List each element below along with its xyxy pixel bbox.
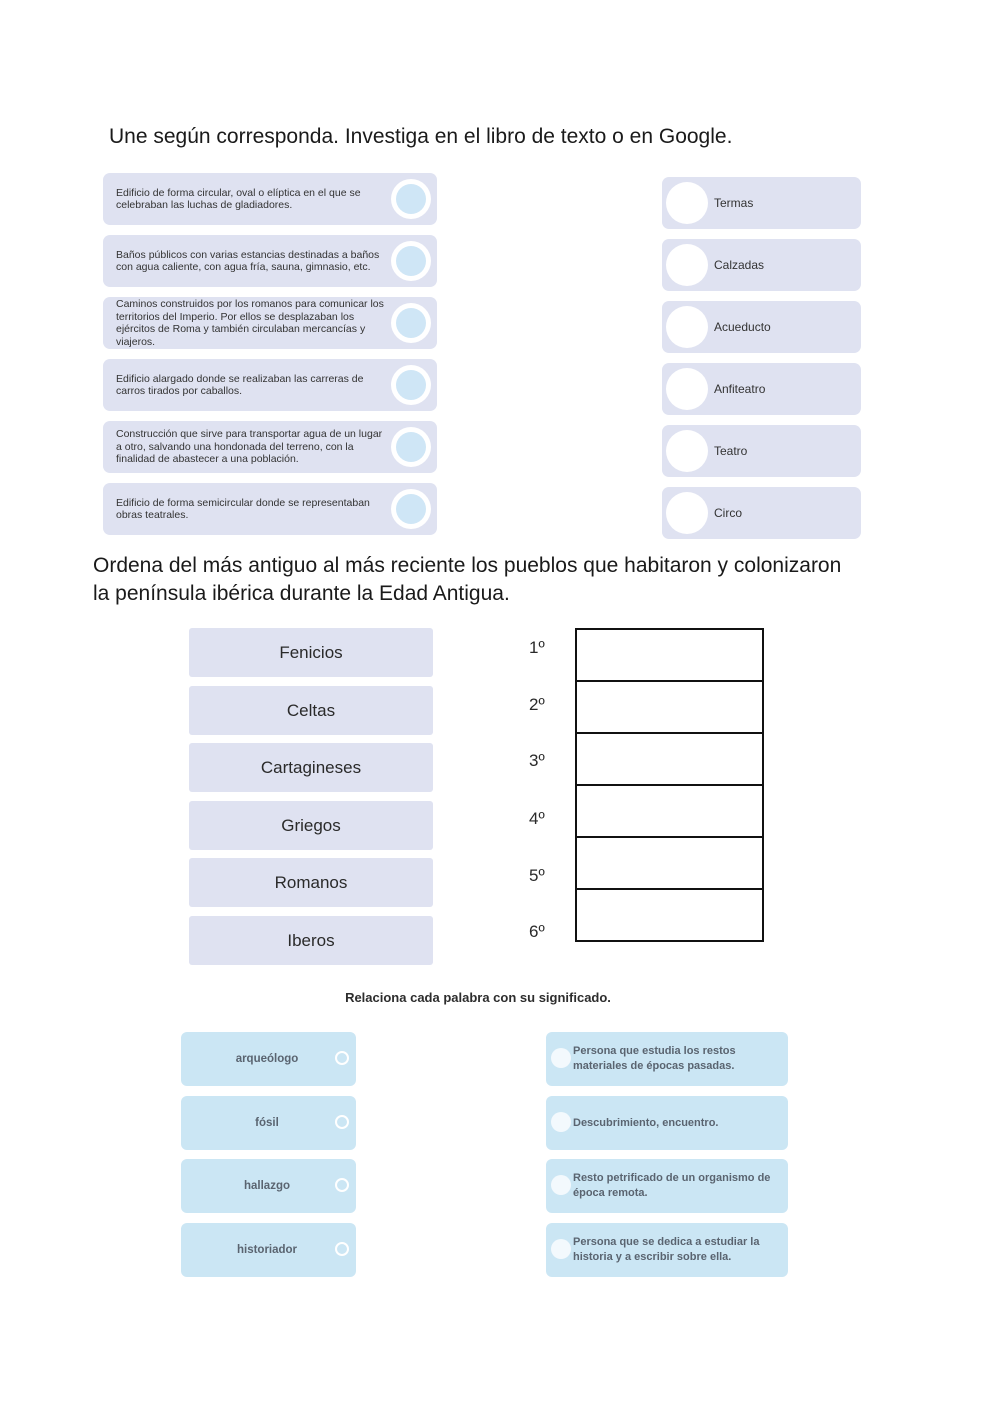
match-connector-icon[interactable] xyxy=(335,1178,349,1192)
match-connector-icon[interactable] xyxy=(666,368,708,410)
term-card[interactable] xyxy=(662,487,861,539)
people-card[interactable]: Romanos xyxy=(189,858,433,907)
people-card[interactable]: Celtas xyxy=(189,686,433,735)
definition-text: Caminos construidos por los romanos para comunicar los territorios del Imperio. Por ellos se desplazaban los ejércitos de Roma y también circulaban mercancías y viajeros. xyxy=(116,298,384,348)
answer-box[interactable] xyxy=(576,889,763,941)
instruction-match: Une según corresponda. Investiga en el libro de texto o en Google. xyxy=(109,125,733,148)
match-connector-icon[interactable] xyxy=(666,182,708,224)
match-connector-icon[interactable] xyxy=(391,179,431,219)
ordinal-label: 3º xyxy=(529,751,545,770)
people-card[interactable]: Iberos xyxy=(189,916,433,965)
match-connector-icon[interactable] xyxy=(551,1175,571,1195)
instruction-order-line1: Ordena del más antiguo al más reciente los pueblos que habitaron y colonizaron xyxy=(93,554,842,577)
meaning-card[interactable] xyxy=(546,1223,788,1277)
section-title-vocabulary: Relaciona cada palabra con su significado. xyxy=(345,990,611,1005)
match-connector-icon[interactable] xyxy=(335,1051,349,1065)
meaning-text: Persona que se dedica a estudiar la historia y a escribir sobre ella. xyxy=(573,1236,760,1263)
word-card[interactable] xyxy=(181,1159,356,1213)
term-text: Circo xyxy=(714,506,743,520)
meaning-text: Persona que estudia los restos materiales de épocas pasadas. xyxy=(573,1045,736,1072)
match-connector-icon[interactable] xyxy=(551,1112,571,1132)
word-card[interactable] xyxy=(181,1096,356,1150)
match-connector-icon[interactable] xyxy=(335,1115,349,1129)
definition-card[interactable] xyxy=(103,173,437,225)
answer-box[interactable] xyxy=(576,629,763,681)
match-connector-icon[interactable] xyxy=(391,489,431,529)
definition-text: Baños públicos con varias estancias destinadas a baños con agua caliente, con agua fría, sauna, gimnasio, etc. xyxy=(116,248,380,273)
term-card[interactable] xyxy=(662,239,861,291)
term-card[interactable] xyxy=(662,425,861,477)
word-text: arqueólogo xyxy=(235,1053,299,1065)
match-connector-icon[interactable] xyxy=(666,430,708,472)
match-connector-icon[interactable] xyxy=(551,1239,571,1259)
word-card[interactable] xyxy=(181,1223,356,1277)
term-text: Termas xyxy=(714,196,754,210)
ordinal-label: 6º xyxy=(529,922,545,941)
definition-text: Edificio de forma circular, oval o elíptica en el que se celebraban las luchas de gladiadores. xyxy=(116,186,361,211)
term-text: Calzadas xyxy=(714,258,765,272)
match-connector-icon[interactable] xyxy=(666,244,708,286)
answer-box[interactable] xyxy=(576,785,763,837)
match-connector-icon[interactable] xyxy=(391,303,431,343)
meaning-card[interactable] xyxy=(546,1096,788,1150)
definition-text: Construcción que sirve para transportar agua de un lugar a otro, salvando una hondonada del terreno, con la finalidad de abastecer a una población. xyxy=(116,428,383,466)
word-card[interactable] xyxy=(181,1032,356,1086)
word-text: hallazgo xyxy=(243,1180,290,1192)
match-connector-icon[interactable] xyxy=(391,365,431,405)
term-card[interactable] xyxy=(662,301,861,353)
term-card[interactable] xyxy=(662,177,861,229)
people-card[interactable]: Fenicios xyxy=(189,628,433,677)
definition-card[interactable] xyxy=(103,483,437,535)
ordinal-label: 1º xyxy=(529,638,545,657)
match-connector-icon[interactable] xyxy=(666,492,708,534)
definition-card[interactable] xyxy=(103,297,437,349)
people-card[interactable]: Griegos xyxy=(189,801,433,850)
instruction-order-line2: la península ibérica durante la Edad Antigua. xyxy=(93,582,510,605)
meaning-card[interactable] xyxy=(546,1032,788,1086)
term-text: Teatro xyxy=(714,444,748,458)
order-answer-table xyxy=(575,628,764,942)
people-card[interactable]: Cartagineses xyxy=(189,743,433,792)
meaning-text: Descubrimiento, encuentro. xyxy=(573,1116,719,1129)
meaning-card[interactable] xyxy=(546,1159,788,1213)
match-connector-icon[interactable] xyxy=(391,241,431,281)
definition-text: Edificio de forma semicircular donde se representaban obras teatrales. xyxy=(116,496,370,521)
term-text: Acueducto xyxy=(714,320,771,334)
definition-text: Edificio alargado donde se realizaban las carreras de carros tirados por caballos. xyxy=(116,372,364,397)
meaning-text: Resto petrificado de un organismo de época remota. xyxy=(573,1172,771,1199)
word-text: fósil xyxy=(255,1117,279,1129)
answer-box[interactable] xyxy=(576,837,763,889)
answer-box[interactable] xyxy=(576,733,763,785)
match-connector-icon[interactable] xyxy=(551,1048,571,1068)
word-text: historiador xyxy=(236,1244,298,1256)
term-card[interactable] xyxy=(662,363,861,415)
definition-card[interactable] xyxy=(103,421,437,473)
match-connector-icon[interactable] xyxy=(666,306,708,348)
ordinal-label: 5º xyxy=(529,866,545,885)
definition-card[interactable] xyxy=(103,359,437,411)
term-text: Anfiteatro xyxy=(714,382,766,396)
answer-box[interactable] xyxy=(576,681,763,733)
match-connector-icon[interactable] xyxy=(391,427,431,467)
ordinal-label: 2º xyxy=(529,695,545,714)
match-connector-icon[interactable] xyxy=(335,1242,349,1256)
ordinal-label: 4º xyxy=(529,809,545,828)
definition-card[interactable] xyxy=(103,235,437,287)
